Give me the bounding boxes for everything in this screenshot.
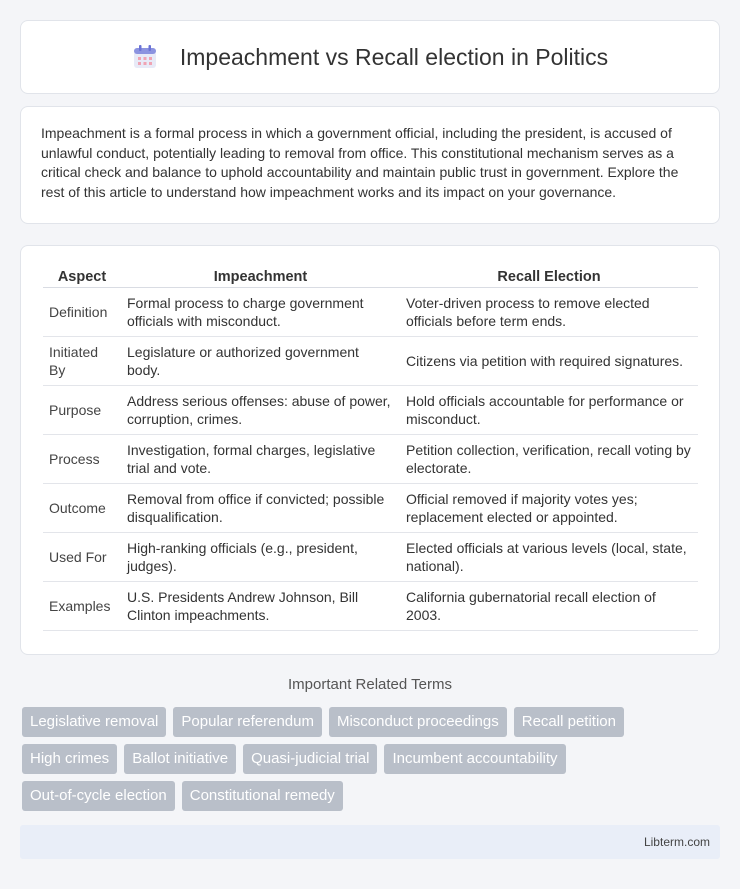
table-row bbox=[43, 337, 698, 386]
row-impeachment: Legislature or authorized government body. bbox=[121, 337, 400, 386]
related-term-tag[interactable]: Constitutional remedy bbox=[182, 781, 343, 811]
row-aspect: Initiated By bbox=[43, 337, 121, 386]
related-term-tag[interactable]: Quasi-judicial trial bbox=[243, 744, 377, 774]
table-row bbox=[43, 386, 698, 435]
intro-text: Impeachment is a formal process in which a government official, including the president, is accused of unlawful conduct, potentially leading to removal from office. This constitutional mechanism serves as a critical check and balance to uphold accountability and maintain public trust in government. Explore the rest of this article to understand how impeachment works and its impact on your governance. bbox=[41, 125, 679, 200]
title-card bbox=[20, 20, 720, 94]
row-aspect: Used For bbox=[43, 533, 121, 582]
row-recall: Hold officials accountable for performance or misconduct. bbox=[400, 386, 698, 435]
intro-card bbox=[20, 106, 720, 224]
row-impeachment: Address serious offenses: abuse of power, corruption, crimes. bbox=[121, 386, 400, 435]
row-recall: Voter-driven process to remove elected officials before term ends. bbox=[400, 288, 698, 337]
related-term-tag[interactable]: Misconduct proceedings bbox=[329, 707, 507, 737]
comparison-table bbox=[43, 266, 698, 631]
header-recall-election: Recall Election bbox=[400, 266, 698, 288]
row-aspect: Examples bbox=[43, 582, 121, 631]
row-impeachment: U.S. Presidents Andrew Johnson, Bill Clinton impeachments. bbox=[121, 582, 400, 631]
row-impeachment: Investigation, formal charges, legislative trial and vote. bbox=[121, 435, 400, 484]
table-row bbox=[43, 533, 698, 582]
row-impeachment: High-ranking officials (e.g., president, judges). bbox=[121, 533, 400, 582]
table-row bbox=[43, 435, 698, 484]
row-aspect: Definition bbox=[43, 288, 121, 337]
calendar-icon bbox=[132, 44, 158, 70]
row-recall: Citizens via petition with required signatures. bbox=[400, 337, 698, 386]
footer bbox=[20, 825, 720, 859]
row-aspect: Purpose bbox=[43, 386, 121, 435]
table-row bbox=[43, 288, 698, 337]
row-impeachment: Formal process to charge government officials with misconduct. bbox=[121, 288, 400, 337]
header-aspect: Aspect bbox=[43, 266, 121, 288]
table-row bbox=[43, 582, 698, 631]
row-aspect: Outcome bbox=[43, 484, 121, 533]
table-row bbox=[43, 484, 698, 533]
table-header-row bbox=[43, 266, 698, 288]
row-recall: Elected officials at various levels (local, state, national). bbox=[400, 533, 698, 582]
row-aspect: Process bbox=[43, 435, 121, 484]
row-recall: California gubernatorial recall election of 2003. bbox=[400, 582, 698, 631]
row-recall: Petition collection, verification, recall voting by electorate. bbox=[400, 435, 698, 484]
related-term-tag[interactable]: Legislative removal bbox=[22, 707, 166, 737]
related-term-tag[interactable]: High crimes bbox=[22, 744, 117, 774]
related-term-tag[interactable]: Recall petition bbox=[514, 707, 624, 737]
header-impeachment: Impeachment bbox=[121, 266, 400, 288]
row-impeachment: Removal from office if convicted; possible disqualification. bbox=[121, 484, 400, 533]
related-term-tag[interactable]: Ballot initiative bbox=[124, 744, 236, 774]
footer-site-link[interactable]: Libterm.com bbox=[643, 835, 710, 849]
row-recall: Official removed if majority votes yes; replacement elected or appointed. bbox=[400, 484, 698, 533]
page-title: Impeachment vs Recall election in Politics bbox=[179, 43, 609, 70]
related-terms-list bbox=[22, 707, 722, 818]
related-term-tag[interactable]: Out-of-cycle election bbox=[22, 781, 175, 811]
related-terms-title: Important Related Terms bbox=[288, 676, 452, 693]
comparison-table-card bbox=[20, 245, 720, 655]
related-term-tag[interactable]: Incumbent accountability bbox=[384, 744, 565, 774]
related-term-tag[interactable]: Popular referendum bbox=[173, 707, 322, 737]
